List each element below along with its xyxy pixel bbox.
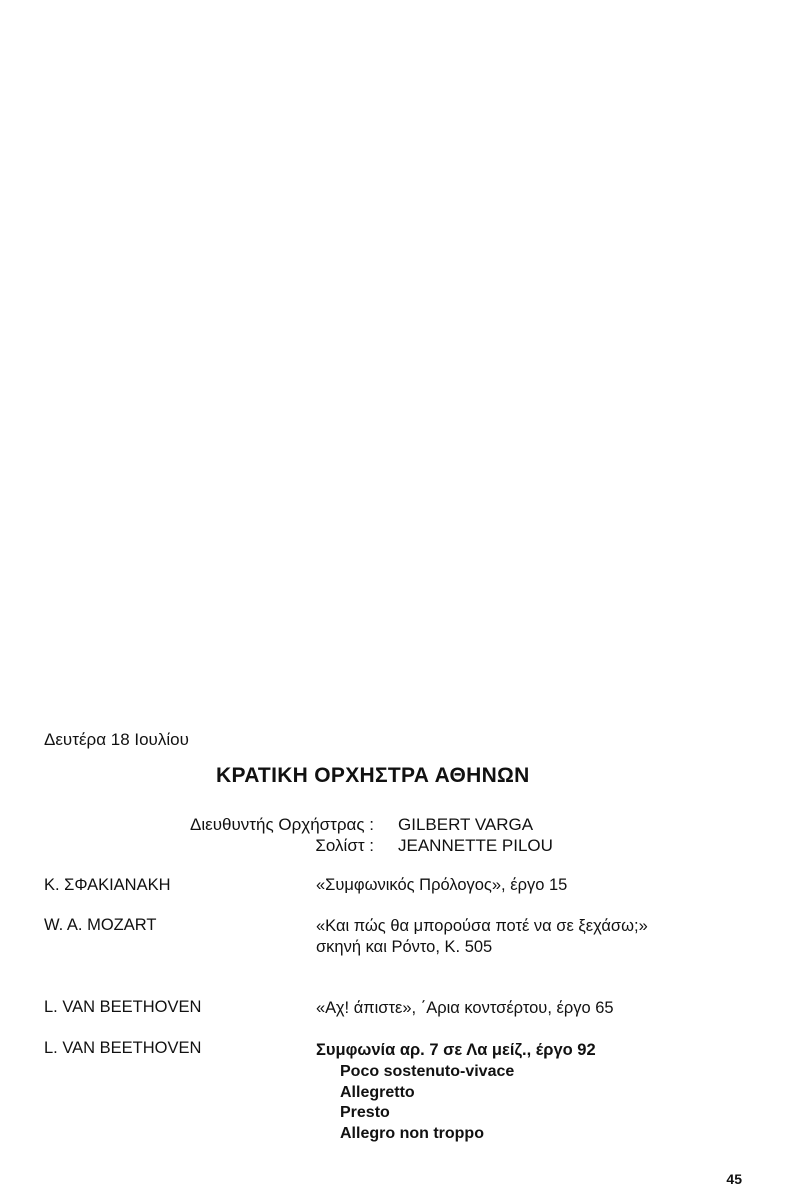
composer-mozart: W. A. MOZART xyxy=(44,916,157,934)
movement-3: Presto xyxy=(340,1104,390,1121)
movement-4: Allegro non troppo xyxy=(340,1124,484,1142)
soloist-label: Σολίστ : xyxy=(315,836,374,855)
conductor-label: Διευθυντής Ορχήστρας : xyxy=(190,815,374,834)
work-symphonic-prologue: «Συμφωνικός Πρόλογος», έργο 15 xyxy=(316,876,568,894)
movements-list xyxy=(340,1062,514,1144)
work-symphony-7: Συμφωνία αρ. 7 σε Λα μείζ., έργο 92 xyxy=(316,1041,596,1059)
movement-1: Poco sostenuto-vivace xyxy=(340,1063,515,1080)
work-ah-perfido: «Αχ! άπιστε», ΄Αρια κοντσέρτου, έργο 65 xyxy=(316,999,614,1017)
composer-beethoven-1: L. VAN BEETHOVEN xyxy=(44,998,202,1016)
concert-date: Δευτέρα 18 Ιουλίου xyxy=(44,730,189,749)
movement-2: Allegretto xyxy=(340,1083,415,1101)
work-mozart-line1: «Και πώς θα μπορούσα ποτέ να σε ξεχάσω;» xyxy=(316,917,648,935)
composer-sfakianaki: Κ. ΣΦΑΚΙΑΝΑΚΗ xyxy=(44,876,171,894)
page-number: 45 xyxy=(726,1171,742,1187)
soloist-name: JEANNETTE PILOU xyxy=(398,836,553,855)
orchestra-title: ΚΡΑΤΙΚΗ ΟΡΧΗΣΤΡΑ ΑΘΗΝΩΝ xyxy=(216,764,530,787)
composer-beethoven-2: L. VAN BEETHOVEN xyxy=(44,1039,202,1057)
work-mozart-line2: σκηνή και Ρόντο, Κ. 505 xyxy=(316,938,493,956)
conductor-name: GILBERT VARGA xyxy=(398,815,534,834)
